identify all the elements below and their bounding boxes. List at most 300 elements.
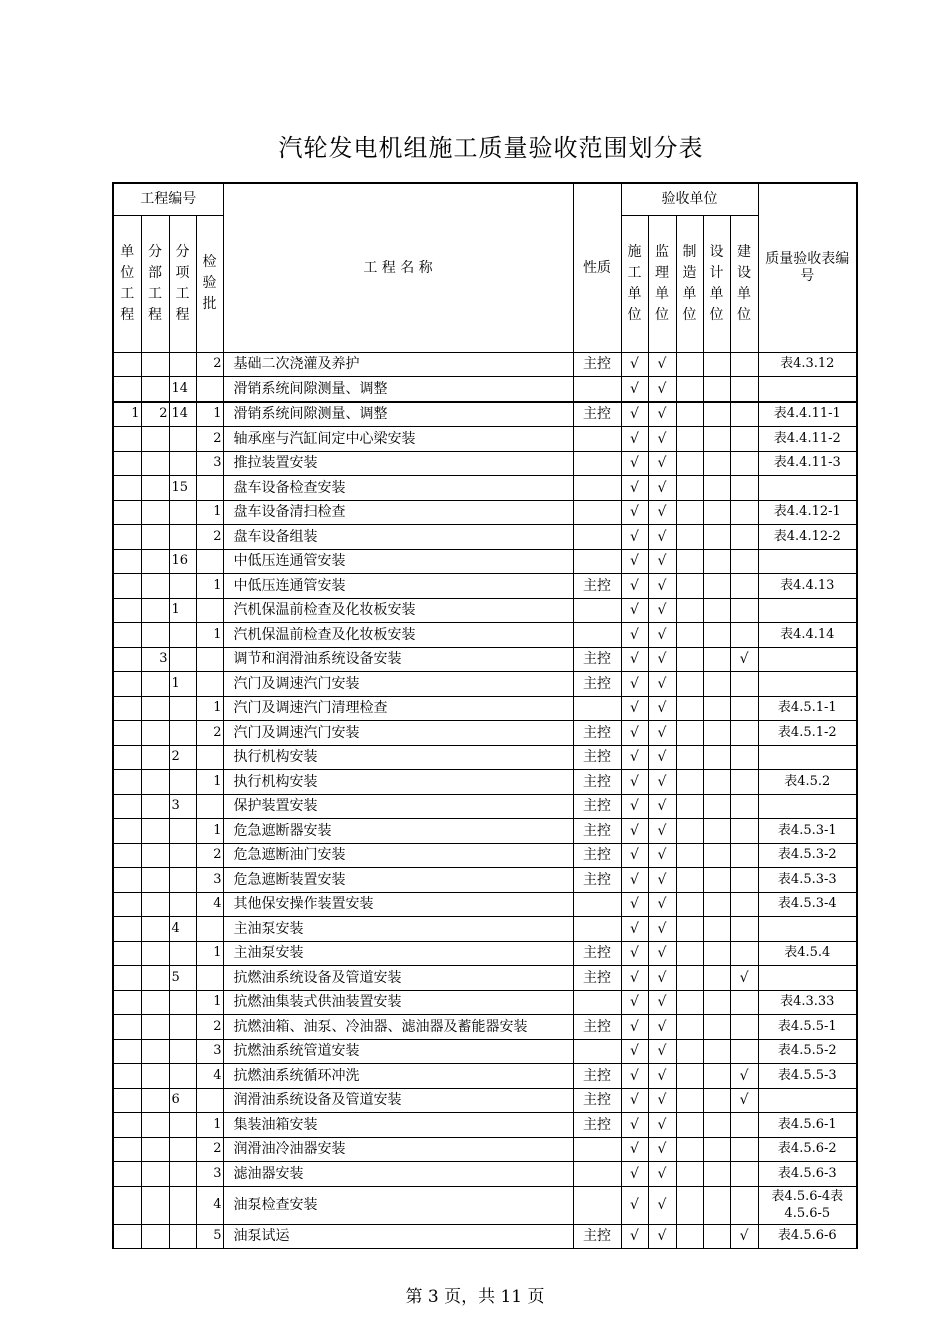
table-row (113, 377, 857, 402)
owner-check (730, 549, 758, 574)
unit-project-cell (113, 574, 141, 599)
table-row (113, 598, 857, 623)
project-name-cell: 抗燃油集装式供油装置安装 (223, 990, 573, 1015)
division-project-cell (141, 1224, 169, 1249)
inspection-lot-cell (196, 1088, 223, 1113)
supervision-check: √ (648, 427, 676, 452)
design-check (703, 647, 730, 672)
division-project-cell (141, 721, 169, 746)
table-row (113, 770, 857, 795)
manufacture-check (676, 745, 703, 770)
table-row (113, 843, 857, 868)
owner-check (730, 500, 758, 525)
subdivision-project-cell (169, 623, 196, 648)
design-check (703, 623, 730, 648)
inspection-lot-cell (196, 647, 223, 672)
supervision-check: √ (648, 966, 676, 991)
manufacture-check (676, 892, 703, 917)
project-name-cell: 集装油箱安装 (223, 1113, 573, 1138)
construction-check: √ (621, 598, 648, 623)
manufacture-check (676, 574, 703, 599)
project-name-cell: 抗燃油系统管道安装 (223, 1039, 573, 1064)
nature-cell (573, 892, 621, 917)
nature-cell (573, 1137, 621, 1162)
nature-cell: 主控 (573, 843, 621, 868)
unit-project-cell (113, 500, 141, 525)
division-project-cell (141, 1064, 169, 1089)
owner-check (730, 402, 758, 427)
owner-check (730, 352, 758, 377)
nature-cell (573, 451, 621, 476)
project-name-cell: 滤油器安装 (223, 1162, 573, 1187)
table-row (113, 1137, 857, 1162)
project-name-cell: 基础二次浇灌及养护 (223, 352, 573, 377)
construction-check: √ (621, 892, 648, 917)
inspection-lot-cell: 4 (196, 892, 223, 917)
manufacture-check (676, 672, 703, 697)
design-check (703, 1113, 730, 1138)
subdivision-project-cell (169, 868, 196, 893)
division-project-cell: 2 (141, 402, 169, 427)
design-check (703, 1088, 730, 1113)
manufacture-check (676, 500, 703, 525)
division-project-cell (141, 794, 169, 819)
form-no-cell (758, 794, 857, 819)
supervision-check: √ (648, 770, 676, 795)
form-no-cell: 表4.5.3-3 (758, 868, 857, 893)
manufacture-check (676, 352, 703, 377)
design-check (703, 1162, 730, 1187)
table-row (113, 476, 857, 501)
supervision-check: √ (648, 1186, 676, 1224)
design-check (703, 574, 730, 599)
form-no-cell (758, 745, 857, 770)
construction-check: √ (621, 476, 648, 501)
owner-check (730, 1162, 758, 1187)
supervision-check: √ (648, 549, 676, 574)
division-project-cell (141, 745, 169, 770)
header-unit-project: 单位工程 (113, 215, 141, 352)
construction-check: √ (621, 1113, 648, 1138)
supervision-check: √ (648, 1015, 676, 1040)
design-check (703, 352, 730, 377)
owner-check (730, 819, 758, 844)
supervision-check: √ (648, 1113, 676, 1138)
design-check (703, 966, 730, 991)
supervision-check: √ (648, 1137, 676, 1162)
unit-project-cell (113, 1186, 141, 1224)
project-name-cell: 危急遮断装置安装 (223, 868, 573, 893)
header-project-code: 工程编号 (113, 183, 223, 215)
table-row (113, 1113, 857, 1138)
design-check (703, 598, 730, 623)
supervision-check: √ (648, 451, 676, 476)
manufacture-check (676, 1113, 703, 1138)
form-no-cell: 表4.5.3-1 (758, 819, 857, 844)
table-row (113, 623, 857, 648)
nature-cell: 主控 (573, 352, 621, 377)
table-row (113, 1162, 857, 1187)
division-project-cell: 3 (141, 647, 169, 672)
project-name-cell: 汽机保温前检查及化妆板安装 (223, 623, 573, 648)
design-check (703, 892, 730, 917)
manufacture-check (676, 696, 703, 721)
unit-project-cell (113, 377, 141, 402)
project-name-cell: 抗燃油系统设备及管道安装 (223, 966, 573, 991)
manufacture-check (676, 525, 703, 550)
inspection-lot-cell (196, 598, 223, 623)
form-no-cell: 表4.5.1-2 (758, 721, 857, 746)
table-row (113, 917, 857, 942)
table-row (113, 647, 857, 672)
construction-check: √ (621, 1224, 648, 1249)
table-row (113, 352, 857, 377)
nature-cell (573, 525, 621, 550)
inspection-lot-cell: 1 (196, 500, 223, 525)
manufacture-check (676, 868, 703, 893)
header-form-no: 质量验收表编号 (758, 183, 857, 352)
table-row (113, 525, 857, 550)
construction-check: √ (621, 1064, 648, 1089)
unit-project-cell (113, 623, 141, 648)
design-check (703, 1039, 730, 1064)
construction-check: √ (621, 427, 648, 452)
project-name-cell: 滑销系统间隙测量、调整 (223, 377, 573, 402)
inspection-lot-cell: 1 (196, 402, 223, 427)
unit-project-cell (113, 819, 141, 844)
design-check (703, 868, 730, 893)
owner-check (730, 476, 758, 501)
manufacture-check (676, 377, 703, 402)
nature-cell (573, 990, 621, 1015)
nature-cell (573, 377, 621, 402)
manufacture-check (676, 402, 703, 427)
subdivision-project-cell (169, 770, 196, 795)
project-name-cell: 油泵试运 (223, 1224, 573, 1249)
construction-check: √ (621, 819, 648, 844)
owner-check (730, 623, 758, 648)
nature-cell: 主控 (573, 1015, 621, 1040)
subdivision-project-cell: 14 (169, 377, 196, 402)
manufacture-check (676, 966, 703, 991)
supervision-check: √ (648, 990, 676, 1015)
nature-cell: 主控 (573, 574, 621, 599)
project-name-cell: 抗燃油系统循环冲洗 (223, 1064, 573, 1089)
form-no-cell: 表4.5.6-1 (758, 1113, 857, 1138)
owner-check: √ (730, 647, 758, 672)
table-row (113, 868, 857, 893)
design-check (703, 1064, 730, 1089)
inspection-lot-cell: 1 (196, 990, 223, 1015)
page-title: 汽轮发电机组施工质量验收范围划分表 (278, 134, 704, 162)
inspection-lot-cell (196, 794, 223, 819)
supervision-check: √ (648, 402, 676, 427)
construction-check: √ (621, 623, 648, 648)
inspection-lot-cell: 2 (196, 427, 223, 452)
header-owner-unit: 建设单位 (730, 215, 758, 352)
construction-check: √ (621, 770, 648, 795)
design-check (703, 525, 730, 550)
form-no-cell (758, 476, 857, 501)
form-no-cell: 表4.5.6-2 (758, 1137, 857, 1162)
design-check (703, 1224, 730, 1249)
inspection-lot-cell (196, 672, 223, 697)
division-project-cell (141, 892, 169, 917)
inspection-lot-cell: 2 (196, 1015, 223, 1040)
unit-project-cell (113, 549, 141, 574)
supervision-check: √ (648, 1224, 676, 1249)
unit-project-cell (113, 917, 141, 942)
header-division-project: 分部工程 (141, 215, 169, 352)
project-name-cell: 中低压连通管安装 (223, 549, 573, 574)
subdivision-project-cell (169, 1162, 196, 1187)
subdivision-project-cell: 16 (169, 549, 196, 574)
inspection-lot-cell: 1 (196, 819, 223, 844)
division-project-cell (141, 672, 169, 697)
project-name-cell: 抗燃油箱、油泵、冷油器、滤油器及蓄能器安装 (223, 1015, 573, 1040)
inspection-lot-cell (196, 745, 223, 770)
construction-check: √ (621, 525, 648, 550)
owner-check (730, 1113, 758, 1138)
project-name-cell: 盘车设备清扫检查 (223, 500, 573, 525)
owner-check (730, 794, 758, 819)
construction-check: √ (621, 549, 648, 574)
subdivision-project-cell: 5 (169, 966, 196, 991)
project-name-cell: 滑销系统间隙测量、调整 (223, 402, 573, 427)
supervision-check: √ (648, 1039, 676, 1064)
supervision-check: √ (648, 476, 676, 501)
division-project-cell (141, 696, 169, 721)
form-no-cell: 表4.3.12 (758, 352, 857, 377)
construction-check: √ (621, 745, 648, 770)
subdivision-project-cell: 2 (169, 745, 196, 770)
inspection-lot-cell: 1 (196, 623, 223, 648)
construction-check: √ (621, 574, 648, 599)
supervision-check: √ (648, 623, 676, 648)
header-manufacture-unit: 制造单位 (676, 215, 703, 352)
nature-cell (573, 500, 621, 525)
unit-project-cell (113, 672, 141, 697)
manufacture-check (676, 794, 703, 819)
supervision-check: √ (648, 1088, 676, 1113)
form-no-cell: 表4.5.5-2 (758, 1039, 857, 1064)
design-check (703, 500, 730, 525)
table-row (113, 1064, 857, 1089)
inspection-lot-cell: 2 (196, 721, 223, 746)
owner-check (730, 1039, 758, 1064)
nature-cell: 主控 (573, 868, 621, 893)
project-name-cell: 轴承座与汽缸间定中心梁安装 (223, 427, 573, 452)
manufacture-check (676, 941, 703, 966)
manufacture-check (676, 1064, 703, 1089)
division-project-cell (141, 476, 169, 501)
construction-check: √ (621, 647, 648, 672)
nature-cell: 主控 (573, 941, 621, 966)
construction-check: √ (621, 868, 648, 893)
owner-check (730, 990, 758, 1015)
manufacture-check (676, 1162, 703, 1187)
subdivision-project-cell (169, 1137, 196, 1162)
division-project-cell (141, 1162, 169, 1187)
design-check (703, 427, 730, 452)
subdivision-project-cell: 1 (169, 672, 196, 697)
table-row (113, 745, 857, 770)
header-nature: 性质 (573, 183, 621, 352)
owner-check (730, 892, 758, 917)
supervision-check: √ (648, 1162, 676, 1187)
form-no-cell (758, 672, 857, 697)
owner-check (730, 843, 758, 868)
design-check (703, 1137, 730, 1162)
form-no-cell: 表4.5.3-4 (758, 892, 857, 917)
form-no-cell: 表4.5.6-4表4.5.6-5 (758, 1186, 857, 1224)
division-project-cell (141, 598, 169, 623)
division-project-cell (141, 500, 169, 525)
table-row (113, 1015, 857, 1040)
design-check (703, 476, 730, 501)
header-supervision-unit: 监理单位 (648, 215, 676, 352)
inspection-lot-cell: 4 (196, 1064, 223, 1089)
owner-check (730, 917, 758, 942)
nature-cell: 主控 (573, 794, 621, 819)
nature-cell (573, 549, 621, 574)
division-project-cell (141, 1186, 169, 1224)
supervision-check: √ (648, 352, 676, 377)
design-check (703, 377, 730, 402)
construction-check: √ (621, 352, 648, 377)
division-project-cell (141, 1088, 169, 1113)
manufacture-check (676, 843, 703, 868)
inspection-lot-cell (196, 476, 223, 501)
division-project-cell (141, 941, 169, 966)
design-check (703, 819, 730, 844)
construction-check: √ (621, 1137, 648, 1162)
division-project-cell (141, 1015, 169, 1040)
inspection-lot-cell: 3 (196, 1039, 223, 1064)
inspection-lot-cell: 1 (196, 941, 223, 966)
form-no-cell (758, 966, 857, 991)
nature-cell (573, 598, 621, 623)
subdivision-project-cell: 4 (169, 917, 196, 942)
inspection-lot-cell (196, 917, 223, 942)
construction-check: √ (621, 966, 648, 991)
unit-project-cell (113, 941, 141, 966)
design-check (703, 745, 730, 770)
inspection-lot-cell: 2 (196, 1137, 223, 1162)
division-project-cell (141, 451, 169, 476)
table-row (113, 1224, 857, 1249)
table-row (113, 1186, 857, 1224)
acceptance-table (112, 182, 858, 1249)
subdivision-project-cell (169, 1015, 196, 1040)
manufacture-check (676, 917, 703, 942)
owner-check (730, 941, 758, 966)
project-name-cell: 盘车设备检查安装 (223, 476, 573, 501)
owner-check (730, 574, 758, 599)
unit-project-cell (113, 1015, 141, 1040)
unit-project-cell (113, 721, 141, 746)
table-row (113, 966, 857, 991)
manufacture-check (676, 647, 703, 672)
manufacture-check (676, 721, 703, 746)
table-row (113, 427, 857, 452)
division-project-cell (141, 525, 169, 550)
manufacture-check (676, 1224, 703, 1249)
nature-cell: 主控 (573, 1064, 621, 1089)
inspection-lot-cell (196, 377, 223, 402)
owner-check: √ (730, 1224, 758, 1249)
construction-check: √ (621, 672, 648, 697)
table-row (113, 1039, 857, 1064)
unit-project-cell (113, 745, 141, 770)
header-design-unit: 设计单位 (703, 215, 730, 352)
subdivision-project-cell: 14 (169, 402, 196, 427)
inspection-lot-cell: 3 (196, 868, 223, 893)
form-no-cell: 表4.4.14 (758, 623, 857, 648)
construction-check: √ (621, 696, 648, 721)
form-no-cell: 表4.5.1-1 (758, 696, 857, 721)
supervision-check: √ (648, 868, 676, 893)
owner-check: √ (730, 966, 758, 991)
nature-cell (573, 623, 621, 648)
design-check (703, 721, 730, 746)
manufacture-check (676, 1186, 703, 1224)
owner-check (730, 1137, 758, 1162)
project-name-cell: 汽门及调速汽门安装 (223, 672, 573, 697)
construction-check: √ (621, 794, 648, 819)
table-row (113, 451, 857, 476)
owner-check (730, 1015, 758, 1040)
construction-check: √ (621, 990, 648, 1015)
nature-cell: 主控 (573, 1088, 621, 1113)
subdivision-project-cell (169, 451, 196, 476)
header-subdivision-project: 分项工程 (169, 215, 196, 352)
owner-check (730, 1186, 758, 1224)
project-name-cell: 主油泵安装 (223, 941, 573, 966)
nature-cell: 主控 (573, 647, 621, 672)
unit-project-cell (113, 427, 141, 452)
nature-cell: 主控 (573, 1113, 621, 1138)
division-project-cell (141, 770, 169, 795)
manufacture-check (676, 770, 703, 795)
inspection-lot-cell: 1 (196, 770, 223, 795)
table-row (113, 672, 857, 697)
construction-check: √ (621, 1186, 648, 1224)
subdivision-project-cell (169, 500, 196, 525)
project-name-cell: 中低压连通管安装 (223, 574, 573, 599)
project-name-cell: 推拉装置安装 (223, 451, 573, 476)
nature-cell: 主控 (573, 770, 621, 795)
table-row (113, 794, 857, 819)
division-project-cell (141, 352, 169, 377)
supervision-check: √ (648, 377, 676, 402)
form-no-cell: 表4.5.5-3 (758, 1064, 857, 1089)
unit-project-cell (113, 1064, 141, 1089)
project-name-cell: 危急遮断器安装 (223, 819, 573, 844)
project-name-cell: 调节和润滑油系统设备安装 (223, 647, 573, 672)
supervision-check: √ (648, 672, 676, 697)
form-no-cell: 表4.5.3-2 (758, 843, 857, 868)
construction-check: √ (621, 402, 648, 427)
manufacture-check (676, 1039, 703, 1064)
header-project-name: 工 程 名 称 (223, 183, 573, 352)
table-row (113, 500, 857, 525)
table-row (113, 549, 857, 574)
division-project-cell (141, 868, 169, 893)
header-acceptance-units: 验收单位 (621, 183, 758, 215)
subdivision-project-cell (169, 1224, 196, 1249)
nature-cell: 主控 (573, 966, 621, 991)
